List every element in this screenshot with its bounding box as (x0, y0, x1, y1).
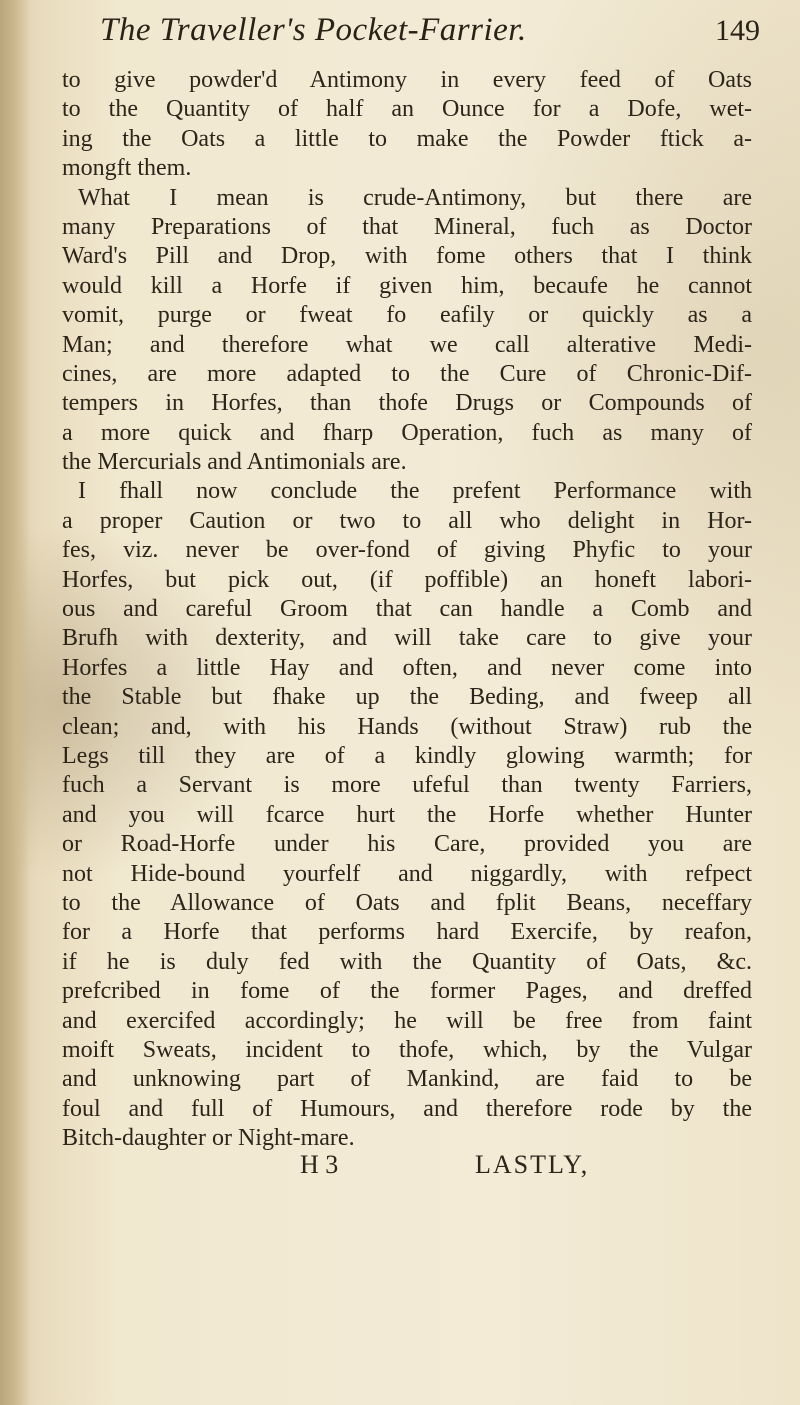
signature-mark: H 3 (300, 1150, 339, 1179)
page-gutter-shadow (0, 0, 30, 1405)
text-line: the Stable but fhake up the Beding, and fweep all (62, 684, 752, 711)
page-number: 149 (715, 14, 760, 47)
text-line: clean; and, with his Hands (without Straw) rub the (62, 713, 752, 740)
text-line: and exercifed accordingly; he will be free from faint (62, 1007, 752, 1034)
text-line: to give powder'd Antimony in every feed of Oats (62, 67, 752, 93)
text-line: Ward's Pill and Drop, with fome others that I think (62, 243, 752, 270)
text-line: moift Sweats, incident to thofe, which, by the Vulgar (62, 1036, 752, 1063)
text-line: mongft them. (62, 155, 192, 182)
text-line: a more quick and fharp Operation, fuch as many of (62, 419, 752, 446)
text-line: tempers in Horfes, than thofe Drugs or Compounds of (62, 390, 752, 417)
text-line: for a Horfe that performs hard Exercife, by reafon, (62, 919, 752, 946)
text-line: Brufh with dexterity, and will take care to give your (62, 625, 752, 652)
text-line: to the Quantity of half an Ounce for a Dofe, wet- (62, 96, 752, 123)
page-footer (0, 1150, 800, 1190)
text-line: What I mean is crude-Antimony, but there are (78, 184, 752, 211)
running-title: The Traveller's Pocket-Farrier. (100, 12, 527, 48)
text-line: fes, viz. never be over-fond of giving Phyfic to your (62, 537, 752, 564)
text-line: foul and full of Humours, and therefore rode by the (62, 1095, 752, 1122)
text-line: Legs till they are of a kindly glowing warmth; for (62, 742, 752, 769)
running-head (0, 8, 800, 62)
text-line: to the Allowance of Oats and fplit Beans, neceffary (62, 889, 752, 916)
text-line: fuch a Servant is more ufeful than twenty Farriers, (62, 772, 752, 799)
text-line: not Hide-bound yourfelf and niggardly, with refpect (62, 860, 752, 887)
text-line: if he is duly fed with the Quantity of Oats, &c. (62, 948, 752, 975)
text-line: Man; and therefore what we call alterative Medi- (62, 331, 752, 358)
catchword: LASTLY, (475, 1150, 590, 1179)
text-line: many Preparations of that Mineral, fuch as Doctor (62, 213, 752, 240)
text-line: vomit, purge or fweat fo eafily or quickly as a (62, 302, 752, 329)
text-line: and unknowing part of Mankind, are faid to be (62, 1066, 752, 1093)
body-text (62, 66, 752, 1153)
text-line: the Mercurials and Antimonials are. (62, 449, 407, 476)
text-line: would kill a Horfe if given him, becaufe he cannot (62, 272, 752, 299)
text-line: a proper Caution or two to all who delight in Hor- (62, 507, 752, 534)
text-line: or Road-Horfe under his Care, provided you are (62, 831, 752, 858)
text-line: and you will fcarce hurt the Horfe whether Hunter (62, 801, 752, 828)
text-line: Horfes, but pick out, (if poffible) an honeft labori- (62, 566, 752, 593)
text-line: I fhall now conclude the prefent Performance with (78, 478, 752, 505)
text-line: Horfes a little Hay and often, and never come into (62, 654, 752, 681)
text-line: prefcribed in fome of the former Pages, and dreffed (62, 978, 752, 1005)
text-line: ing the Oats a little to make the Powder ftick a- (62, 125, 752, 152)
text-line: Bitch-daughter or Night-mare. (62, 1125, 355, 1152)
text-line: ous and careful Groom that can handle a Comb and (62, 596, 752, 623)
text-line: cines, are more adapted to the Cure of Chronic-Dif- (62, 360, 752, 387)
